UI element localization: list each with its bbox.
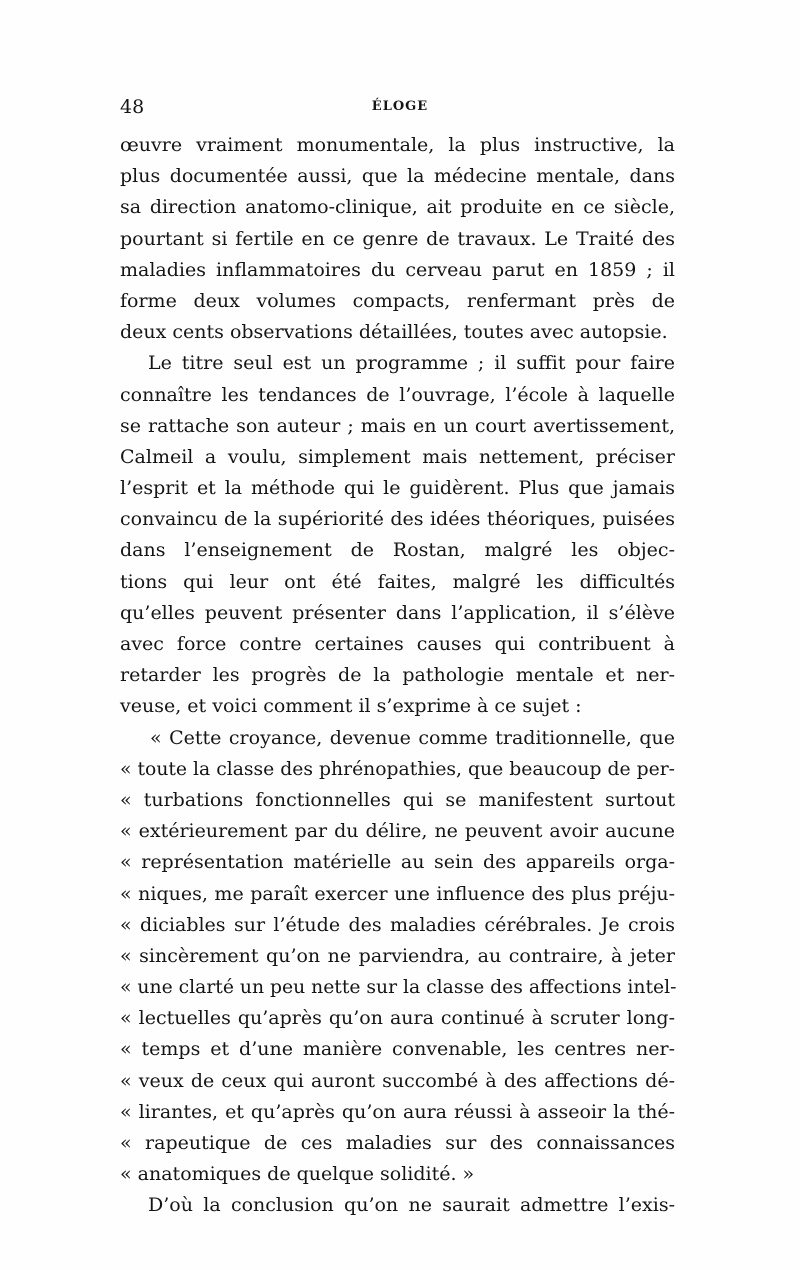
text-line: D’où la conclusion qu’on ne saurait admettre l’exis- (148, 1194, 675, 1217)
text-line: dans l’enseignement de Rostan, malgré les objec- (120, 539, 675, 562)
text-line: Calmeil a voulu, simplement mais nettement, préciser (120, 445, 675, 468)
text-line: « Cette croyance, devenue comme traditionnelle, que (150, 726, 675, 749)
text-line: « veux de ceux qui auront succombé à des affections dé- (120, 1069, 675, 1092)
text-line: maladies inflammatoires du cerveau parut en 1859 ; il (120, 258, 675, 281)
text-line: pourtant si fertile en ce genre de travaux. Le Traité des (120, 227, 675, 250)
text-line: « diciables sur l’étude des maladies cérébrales. Je crois (120, 913, 675, 936)
text-line: plus documentée aussi, que la médecine mentale, dans (120, 165, 675, 188)
text-line: « temps et d’une manière convenable, les centres ner- (120, 1038, 675, 1061)
text-line: « extérieurement par du délire, ne peuvent avoir aucune (120, 820, 675, 843)
text-line: l’esprit et la méthode qui le guidèrent. Plus que jamais (120, 477, 675, 500)
text-line: « lectuelles qu’après qu’on aura continué à scruter long- (120, 1007, 675, 1030)
running-title: ÉLOGE (371, 99, 429, 114)
text-line: se rattache son auteur ; mais en un court avertissement, (120, 414, 675, 437)
text-line: qu’elles peuvent présenter dans l’application, il s’élève (120, 601, 675, 624)
text-line: deux cents observations détaillées, toutes avec autopsie. (120, 321, 668, 344)
text-line: retarder les progrès de la pathologie mentale et ner- (120, 664, 675, 687)
text-line: « anatomiques de quelque solidité. » (120, 1163, 475, 1186)
text-line: veuse, et voici comment il s’exprime à ce sujet : (120, 695, 582, 718)
text-line: « représentation matérielle au sein des appareils orga- (120, 851, 675, 874)
text-line: tions qui leur ont été faites, malgré les difficultés (120, 570, 675, 593)
text-line: forme deux volumes compacts, renfermant près de (120, 289, 675, 312)
text-line: « lirantes, et qu’après qu’on aura réussi à asseoir la thé- (120, 1100, 675, 1123)
text-line: « une clarté un peu nette sur la classe des affections intel- (120, 977, 677, 999)
text-line: Le titre seul est un programme ; il suffit pour faire (148, 352, 675, 375)
text-line: sa direction anatomo-clinique, ait produite en ce siècle, (120, 196, 675, 219)
text-line: « turbations fonctionnelles qui se manifestent surtout (120, 788, 675, 811)
text-line: convaincu de la supériorité des idées théoriques, puisées (120, 508, 675, 531)
text-line: « toute la classe des phrénopathies, que beaucoup de per- (120, 758, 675, 780)
page-number: 48 (120, 96, 145, 118)
text-line: avec force contre certaines causes qui contribuent à (120, 633, 675, 655)
page-header (120, 96, 680, 126)
text-line: « rapeutique de ces maladies sur des connaissances (120, 1132, 675, 1154)
text-line: œuvre vraiment monumentale, la plus instructive, la (120, 134, 675, 156)
text-line: connaître les tendances de l’ouvrage, l’école à laquelle (120, 383, 675, 406)
body-text (120, 130, 675, 1222)
text-line: « niques, me paraît exercer une influence des plus préju- (120, 882, 675, 905)
text-line: « sincèrement qu’on ne parviendra, au contraire, à jeter (120, 944, 675, 967)
